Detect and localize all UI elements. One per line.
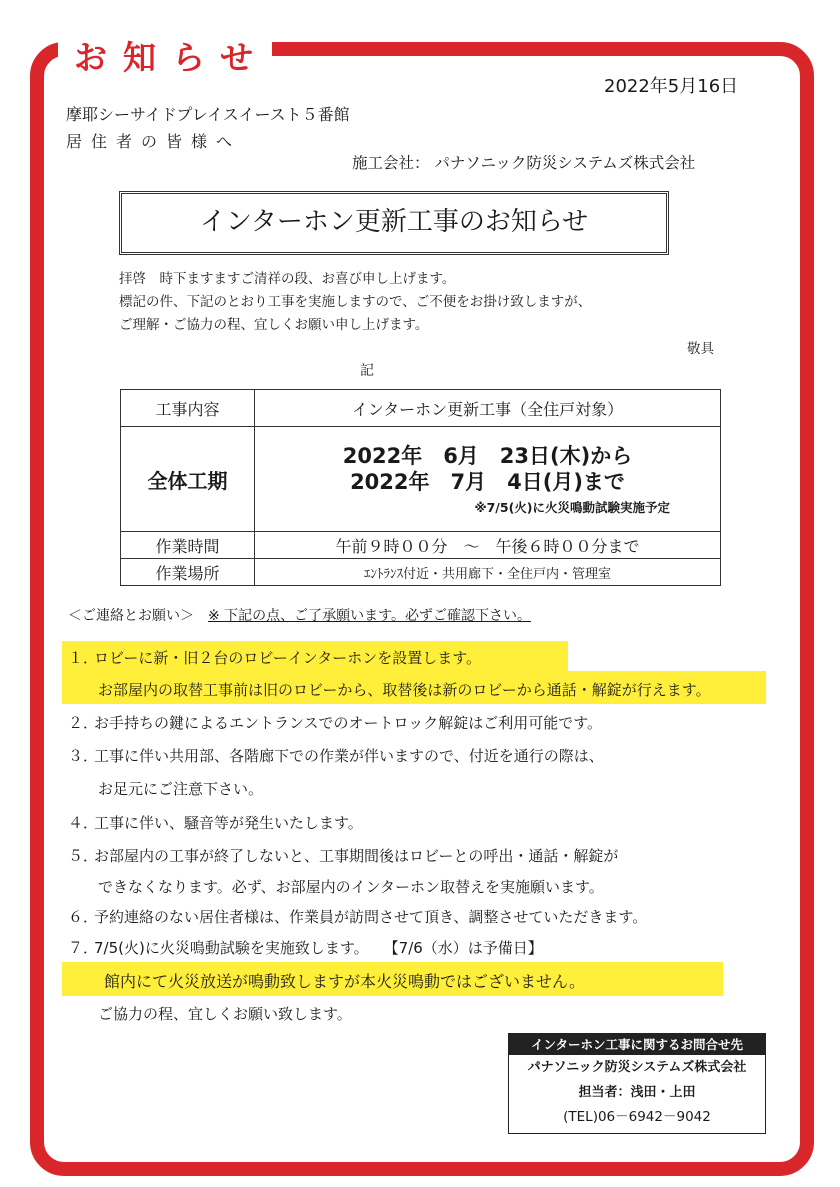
- work-info-table: [120, 389, 721, 586]
- greeting-line: 標記の件、下記のとおり工事を実施しますので、ご不便をお掛け致しますが、: [119, 294, 592, 310]
- notice-heading-label: ＜ご連絡とお願い＞: [68, 608, 194, 624]
- work-period-cell: [255, 427, 721, 532]
- period-note: ※7/5(火)に火災鳴動試験実施予定: [474, 499, 670, 515]
- notice-date: 2022年5月16日: [604, 76, 739, 97]
- period-end: 2022年 7月 4日(月)まで: [350, 469, 625, 494]
- notice-heading: [68, 605, 531, 625]
- greeting-line: 拝啓 時下ますますご清祥の段、お喜び申し上げます。: [119, 271, 456, 287]
- recipient-residents: 居住者の皆様へ: [66, 132, 242, 151]
- contact-company: パナソニック防災システムズ株式会社: [527, 1060, 747, 1075]
- work-content-value: インターホン更新工事（全住戸対象）: [255, 390, 721, 427]
- list-item: ５．お部屋内の工事が終了しないと、工事期間後はロビーとの呼出・通話・解錠が: [68, 847, 619, 865]
- greeting-block: [119, 268, 719, 337]
- page-title-badge: お知らせ: [74, 38, 270, 77]
- contact-box: [508, 1033, 766, 1134]
- list-item: １．ロビーに新・旧２台のロビーインターホンを設置します。: [68, 649, 482, 667]
- contact-phone: (TEL)06－6942－9042: [563, 1109, 711, 1125]
- fire-alarm-warning: 館内にて火災放送が鳴動致しますが本火災鳴動ではございません。: [104, 972, 585, 991]
- closing-request: ご協力の程、宜しくお願い致します。: [98, 1005, 352, 1023]
- contractor-name: 施工会社： パナソニック防災システムズ株式会社: [352, 154, 696, 172]
- work-content-label: 工事内容: [121, 390, 255, 427]
- greeting-line: ご理解・ご協力の程、宜しくお願い申し上げます。: [119, 317, 429, 333]
- ki-mark: 記: [360, 363, 374, 379]
- notice-heading-note: ※ 下記の点、ご了承願います。必ずご確認下さい。: [208, 608, 532, 624]
- recipient-building: 摩耶シーサイドプレイスイースト５番館: [66, 105, 350, 124]
- list-item-continuation: お足元にご注意下さい。: [98, 780, 264, 798]
- list-item: ２．お手持ちの鍵によるエントランスでのオートロック解錠はご利用可能です。: [68, 714, 603, 732]
- list-item-continuation: お部屋内の取替工事前は旧のロビーから、取替後は新のロビーから通話・解錠が行えます。: [98, 681, 711, 699]
- work-period-label: 全体工期: [121, 427, 255, 532]
- work-place-label: 作業場所: [121, 559, 255, 586]
- list-item-continuation: できなくなります。必ず、お部屋内のインターホン取替えを実施願います。: [98, 878, 604, 896]
- table-row: [121, 559, 721, 586]
- contact-heading: インターホン工事に関するお問合せ先: [509, 1034, 765, 1055]
- table-row: [121, 390, 721, 427]
- document-title: インターホン更新工事のお知らせ: [119, 191, 669, 255]
- work-hours-value: 午前９時００分 ～ 午後６時００分まで: [255, 532, 721, 559]
- closing-keigu: 敬具: [687, 341, 714, 357]
- period-start: 2022年 6月 23日(木)から: [342, 443, 633, 468]
- contact-person: 担当者：浅田・上田: [578, 1085, 696, 1100]
- table-row: [121, 532, 721, 559]
- list-item: ６．予約連絡のない居住者様は、作業員が訪問させて頂き、調整させていただきます。: [68, 908, 648, 926]
- list-item: ７．7/5(火)に火災鳴動試験を実施致します。 【7/6（水）は予備日】: [68, 939, 543, 957]
- work-hours-label: 作業時間: [121, 532, 255, 559]
- list-item: ４．工事に伴い、騒音等が発生いたします。: [68, 814, 363, 832]
- work-place-value: ｴﾝﾄﾗﾝｽ付近・共用廊下・全住戸内・管理室: [255, 559, 721, 586]
- list-item: ３．工事に伴い共用部、各階廊下での作業が伴いますので、付近を通行の際は、: [68, 747, 604, 765]
- table-row: [121, 427, 721, 532]
